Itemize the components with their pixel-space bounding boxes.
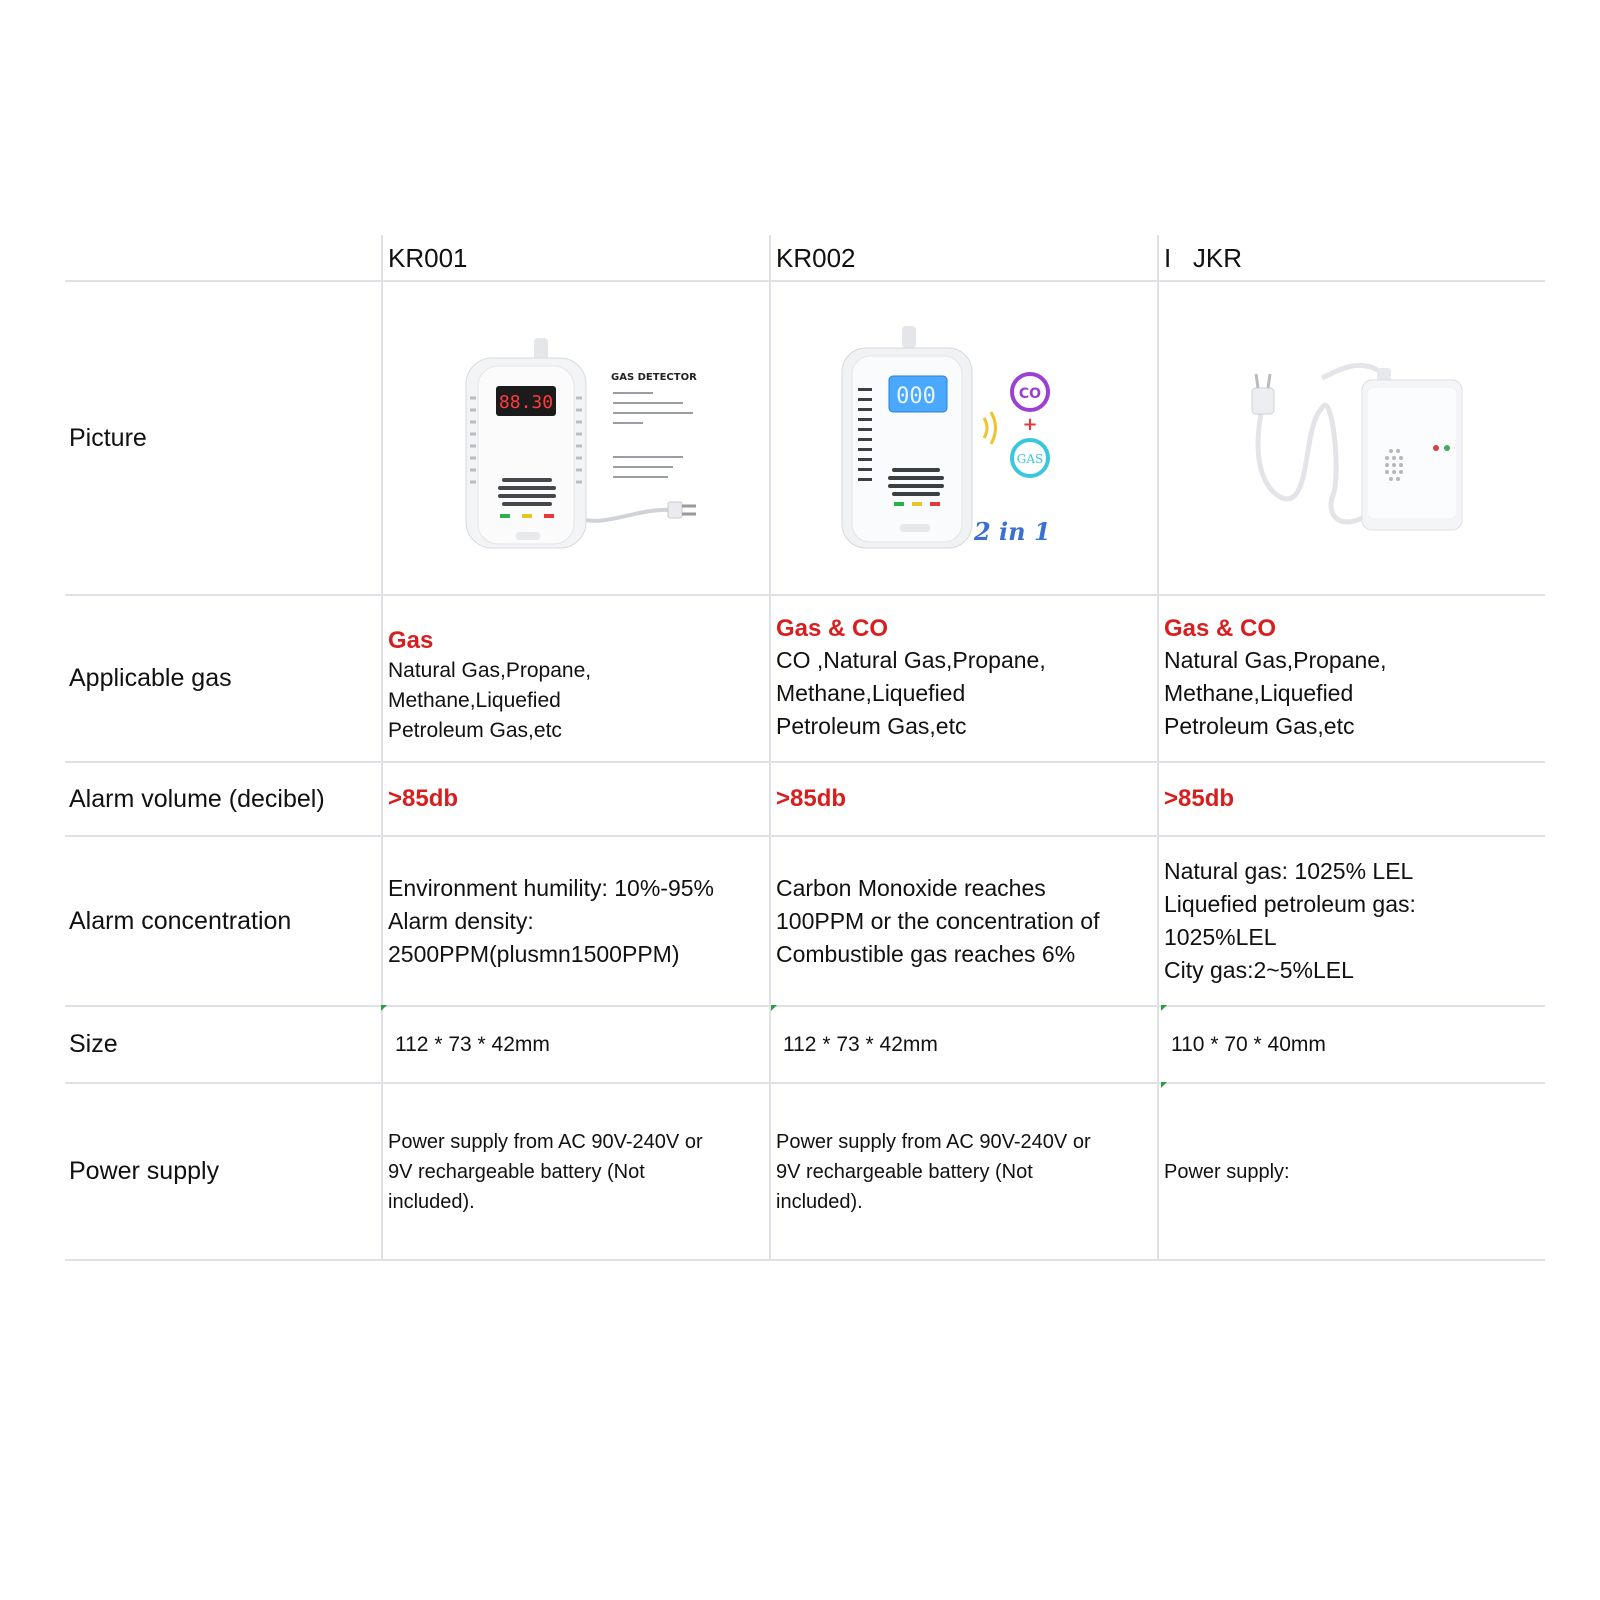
size-kr001: 112 * 73 * 42mm bbox=[381, 1007, 769, 1082]
kr002-plus: + bbox=[1022, 414, 1038, 435]
row-label-alarm-concentration: Alarm concentration bbox=[69, 906, 292, 935]
kr002-display: 000 bbox=[896, 384, 936, 409]
gas-type-title: Gas & CO bbox=[1164, 615, 1277, 642]
model-kr001: KR001 bbox=[381, 235, 769, 280]
gas-type-title: Gas & CO bbox=[776, 615, 889, 642]
kr001-image bbox=[381, 282, 769, 594]
size-jkr: 110 * 70 * 40mm bbox=[1157, 1007, 1545, 1082]
row-label-size: Size bbox=[69, 1030, 118, 1058]
kr002-two-in-one: 2 in 1 bbox=[974, 517, 1051, 546]
gas-type-list: Natural Gas,Propane, Methane,Liquefied Petroleum Gas,etc bbox=[1164, 647, 1387, 739]
cell-corner-marker bbox=[771, 1005, 777, 1011]
row-label-alarm-volume: Alarm volume (decibel) bbox=[69, 784, 325, 813]
alarm-volume-jkr bbox=[1157, 763, 1545, 835]
model-jkr: I JKR bbox=[1157, 235, 1545, 280]
kr002-co-badge: CO bbox=[1018, 386, 1042, 402]
kr001-heading: GAS DETECTOR bbox=[611, 372, 697, 383]
kr002-detector-image bbox=[834, 318, 1094, 558]
jkr-image bbox=[1157, 282, 1545, 594]
applicable-gas-kr002 bbox=[769, 596, 1157, 761]
kr002-gas-badge: GAS bbox=[1016, 452, 1044, 466]
alarm-volume-kr001 bbox=[381, 763, 769, 835]
power-supply-kr002: Power supply from AC 90V-240V or 9V rechargeable battery (Not included). bbox=[769, 1084, 1157, 1259]
alarm-volume-row bbox=[65, 763, 1545, 837]
row-label-applicable-gas: Applicable gas bbox=[69, 664, 232, 692]
applicable-gas-jkr bbox=[1157, 596, 1545, 761]
alarm-volume-value: >85db bbox=[1164, 785, 1235, 812]
alarm-concentration-kr001: Environment humility: 10%-95% Alarm density: 2500PPM(plusmn1500PPM) bbox=[381, 837, 769, 1005]
cell-corner-marker bbox=[1161, 1005, 1167, 1011]
picture-row bbox=[65, 282, 1545, 596]
alarm-concentration-jkr: Natural gas: 1025% LEL Liquefied petroleum gas: 1025%LEL City gas:2~5%LEL bbox=[1157, 837, 1545, 1005]
kr001-detector-image bbox=[446, 318, 706, 558]
row-label-picture: Picture bbox=[69, 423, 147, 452]
power-supply-jkr: Power supply: bbox=[1157, 1084, 1545, 1259]
header-row bbox=[65, 235, 1545, 282]
alarm-concentration-row bbox=[65, 837, 1545, 1007]
cell-corner-marker bbox=[1161, 1082, 1167, 1088]
gas-type-list: CO ,Natural Gas,Propane, Methane,Liquefied Petroleum Gas,etc bbox=[776, 647, 1046, 739]
alarm-volume-kr002 bbox=[769, 763, 1157, 835]
size-kr002: 112 * 73 * 42mm bbox=[769, 1007, 1157, 1082]
gas-type-title: Gas bbox=[388, 626, 434, 654]
size-row bbox=[65, 1007, 1545, 1084]
alarm-concentration-kr002: Carbon Monoxide reaches 100PPM or the concentration of Combustible gas reaches 6% bbox=[769, 837, 1157, 1005]
alarm-volume-value: >85db bbox=[776, 785, 847, 812]
applicable-gas-row bbox=[65, 596, 1545, 763]
applicable-gas-kr001 bbox=[381, 596, 769, 761]
model-kr002: KR002 bbox=[769, 235, 1157, 280]
cell-corner-marker bbox=[381, 1005, 387, 1011]
header-empty bbox=[65, 235, 381, 280]
gas-type-list: Natural Gas,Propane, Methane,Liquefied Petroleum Gas,etc bbox=[388, 658, 592, 742]
comparison-table bbox=[65, 235, 1545, 1261]
row-label-power-supply: Power supply bbox=[69, 1157, 220, 1185]
jkr-detector-image bbox=[1222, 318, 1482, 558]
power-supply-kr001: Power supply from AC 90V-240V or 9V rechargeable battery (Not included). bbox=[381, 1084, 769, 1259]
kr002-image bbox=[769, 282, 1157, 594]
kr001-display: 88.30 bbox=[498, 392, 554, 413]
alarm-volume-value: >85db bbox=[388, 785, 459, 812]
power-supply-row bbox=[65, 1084, 1545, 1261]
